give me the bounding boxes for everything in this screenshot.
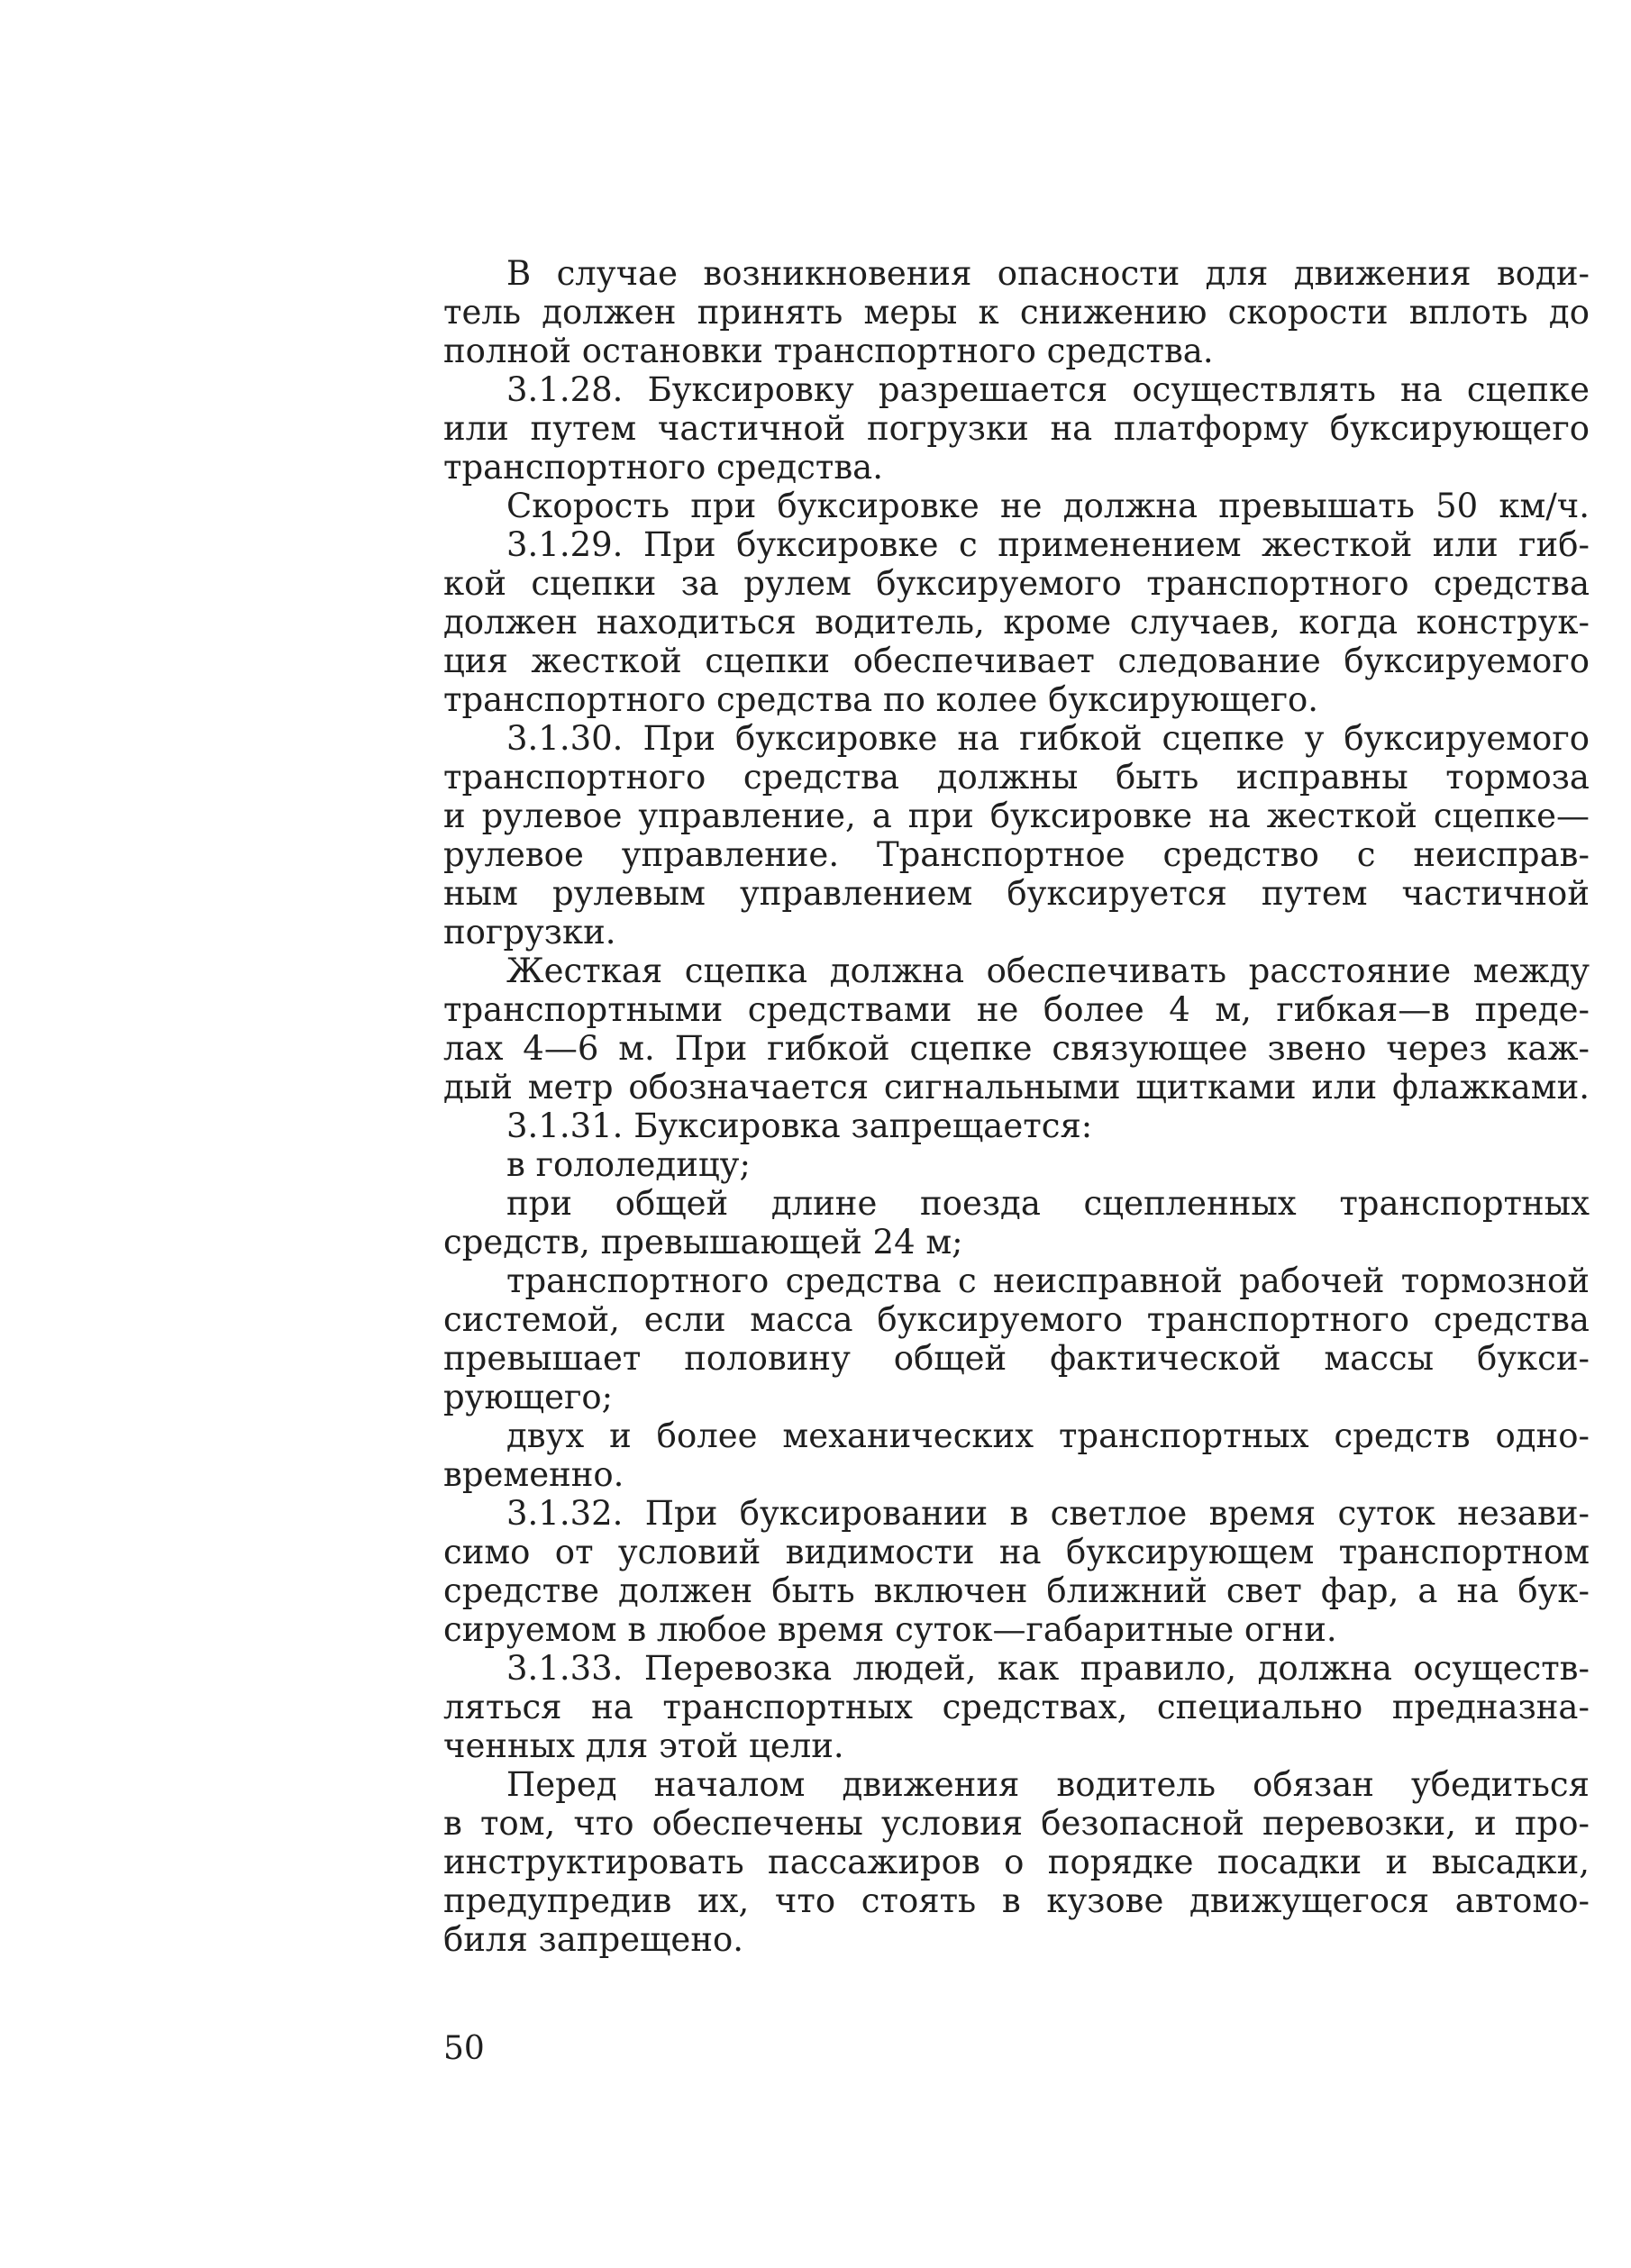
text-line: временно. (443, 1455, 624, 1494)
text-line: двух и более механических транспортных средств одно- (506, 1416, 1590, 1455)
text-line: при общей длине поезда сцепленных транспортных (506, 1184, 1590, 1223)
text-line: 3.1.33. Перевозка людей, как правило, должна осуществ- (506, 1649, 1590, 1688)
text-line: погрузки. (443, 913, 616, 952)
text-line: транспортного средства. (443, 448, 883, 487)
text-line: средстве должен быть включен ближний свет фар, а на бук- (443, 1571, 1590, 1610)
text-line: должен находиться водитель, кроме случаев, когда конструк- (443, 603, 1590, 642)
text-line: ция жесткой сцепки обеспечивает следование буксируемого (443, 642, 1590, 680)
text-line: предупредив их, что стоять в кузове движущегося автомо- (443, 1881, 1590, 1920)
text-line: 3.1.32. При буксировании в светлое время суток незави- (506, 1494, 1590, 1533)
text-line: Жесткая сцепка должна обеспечивать расстояние между (506, 952, 1590, 990)
text-line: в гололедицу; (506, 1145, 751, 1184)
text-line: сируемом в любое время суток—габаритные огни. (443, 1610, 1337, 1649)
text-line: лах 4—6 м. При гибкой сцепке связующее звено через каж- (443, 1029, 1590, 1068)
text-line: транспортного средства с неисправной рабочей тормозной (506, 1262, 1590, 1300)
text-line: или путем частичной погрузки на платформу буксирующего (443, 409, 1590, 448)
text-line: симо от условий видимости на буксирующем транспортном (443, 1533, 1590, 1571)
text-line: и рулевое управление, а при буксировке на жесткой сцепке— (443, 797, 1590, 835)
text-line: 3.1.28. Буксировку разрешается осуществлять на сцепке (506, 370, 1590, 409)
text-line: Скорость при буксировке не должна превышать 50 км/ч. (506, 487, 1590, 525)
text-line: транспортными средствами не более 4 м, гибкая—в преде- (443, 990, 1590, 1029)
text-line: полной остановки транспортного средства. (443, 332, 1214, 370)
text-line: рулевое управление. Транспортное средство с неисправ- (443, 835, 1590, 874)
text-line: системой, если масса буксируемого транспортного средства (443, 1300, 1590, 1339)
text-line: В случае возникновения опасности для движения води- (506, 254, 1590, 293)
text-line: ным рулевым управлением буксируется путем частичной (443, 874, 1590, 913)
body-text (443, 254, 1590, 1959)
text-line: рующего; (443, 1378, 614, 1416)
text-line: ченных для этой цели. (443, 1726, 844, 1765)
text-line: 3.1.31. Буксировка запрещается: (506, 1107, 1093, 1145)
text-line: в том, что обеспечены условия безопасной перевозки, и про- (443, 1804, 1590, 1843)
text-line: кой сцепки за рулем буксируемого транспортного средства (443, 564, 1590, 603)
text-line: транспортного средства должны быть исправны тормоза (443, 758, 1590, 797)
text-line: 3.1.30. При буксировке на гибкой сцепке у буксируемого (506, 719, 1590, 758)
text-line: тель должен принять меры к снижению скорости вплоть до (443, 293, 1590, 332)
text-line: транспортного средства по колее буксирующего. (443, 680, 1319, 719)
text-line: биля запрещено. (443, 1920, 744, 1959)
text-line: средств, превышающей 24 м; (443, 1223, 963, 1262)
text-line: дый метр обозначается сигнальными щитками или флажками. (443, 1068, 1590, 1107)
text-line: ляться на транспортных средствах, специально предназна- (443, 1688, 1590, 1726)
text-line: Перед началом движения водитель обязан убедиться (506, 1765, 1590, 1804)
text-line: инструктировать пассажиров о порядке посадки и высадки, (443, 1843, 1590, 1881)
page-number: 50 (443, 2030, 485, 2067)
text-line: превышает половину общей фактической массы букси- (443, 1339, 1590, 1378)
text-line: 3.1.29. При буксировке с применением жесткой или гиб- (506, 525, 1590, 564)
